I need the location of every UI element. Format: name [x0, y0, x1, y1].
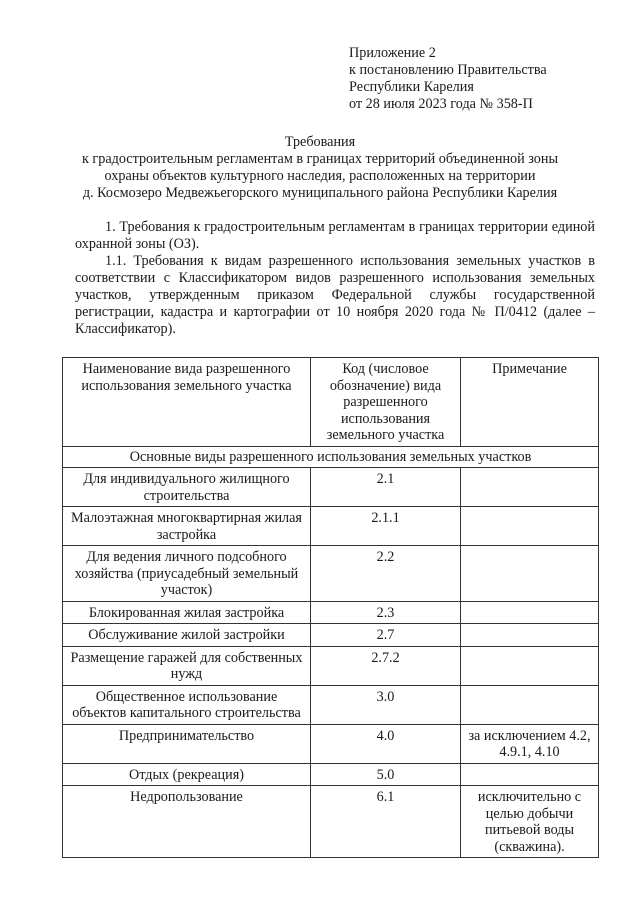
cell-name: Размещение гаражей для собственных нужд [63, 646, 311, 685]
header-name: Наименование вида разрешенного использования земельного участка [63, 358, 311, 447]
table-row [63, 685, 599, 724]
cell-name: Малоэтажная многоквартирная жилая застройка [63, 507, 311, 546]
cell-note [461, 546, 599, 602]
annex-line: Приложение 2 [349, 45, 436, 61]
cell-note: за исключением 4.2, 4.9.1, 4.10 [461, 724, 599, 763]
cell-note [461, 507, 599, 546]
header-note: Примечание [461, 358, 599, 447]
paragraph-1: 1. Требования к градостроительным регламентам в границах территории единой охранной зоны (ОЗ). [75, 219, 595, 252]
cell-code: 4.0 [311, 724, 461, 763]
title-line: д. Космозеро Медвежьегорского муниципального района Республики Карелия [82, 185, 558, 201]
cell-note [461, 601, 599, 624]
cell-name: Недропользование [63, 786, 311, 858]
cell-name: Предпринимательство [63, 724, 311, 763]
section-title: Основные виды разрешенного использования земельных участков [63, 446, 599, 468]
table-row [63, 646, 599, 685]
cell-note [461, 685, 599, 724]
table-row [63, 546, 599, 602]
cell-code: 2.1 [311, 468, 461, 507]
cell-name: Блокированная жилая застройка [63, 601, 311, 624]
annex-line: от 28 июля 2023 года № 358-П [349, 96, 533, 112]
cell-note: исключительно с целью добычи питьевой воды (скважина). [461, 786, 599, 858]
cell-name: Общественное использование объектов капитального строительства [63, 685, 311, 724]
title-line: к градостроительным регламентам в границах территорий объединенной зоны [81, 151, 559, 167]
table-row [63, 468, 599, 507]
cell-note [461, 646, 599, 685]
table-row [63, 507, 599, 546]
cell-code: 2.7 [311, 624, 461, 647]
table-row [63, 786, 599, 858]
cell-code: 2.2 [311, 546, 461, 602]
cell-code: 3.0 [311, 685, 461, 724]
table-row [63, 763, 599, 786]
cell-name: Для ведения личного подсобного хозяйства (приусадебный земельный участок) [63, 546, 311, 602]
cell-name: Для индивидуального жилищного строительства [63, 468, 311, 507]
cell-note [461, 624, 599, 647]
table-header-row [63, 358, 599, 447]
annex-header [349, 45, 547, 113]
document-title [0, 134, 640, 202]
cell-code: 2.3 [311, 601, 461, 624]
annex-line: к постановлению Правительства [349, 62, 547, 78]
cell-code: 6.1 [311, 786, 461, 858]
cell-code: 2.1.1 [311, 507, 461, 546]
table-section-row [63, 446, 599, 468]
cell-name: Отдых (рекреация) [63, 763, 311, 786]
cell-code: 2.7.2 [311, 646, 461, 685]
table-row [63, 724, 599, 763]
cell-code: 5.0 [311, 763, 461, 786]
header-code: Код (числовое обозначение) вида разрешенного использования земельного участка [311, 358, 461, 447]
requirements-table [62, 357, 599, 858]
table-row [63, 601, 599, 624]
cell-note [461, 468, 599, 507]
title-line: охраны объектов культурного наследия, расположенных на территории [104, 168, 536, 184]
cell-note [461, 763, 599, 786]
cell-name: Обслуживание жилой застройки [63, 624, 311, 647]
title-line: Требования [284, 134, 356, 150]
annex-line: Республики Карелия [349, 79, 474, 95]
table-row [63, 624, 599, 647]
paragraph-1-1: 1.1. Требования к видам разрешенного использования земельных участков в соответствии с Классификатором видов разрешенного использования земельных участков, утвержденным приказом Федеральной службы государственной регистрации, кадастра и картографии от 10 ноября 2020 года № П/0412 (далее – Классификатор). [75, 253, 595, 337]
